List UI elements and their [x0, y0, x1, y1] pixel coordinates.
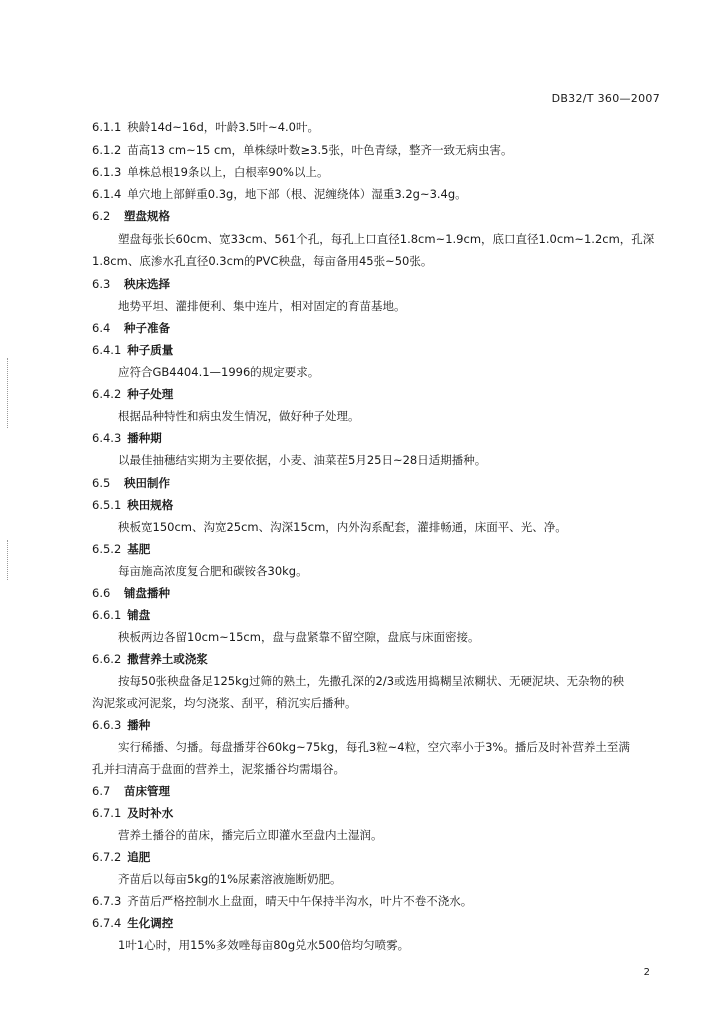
- clause-6-7-1: 6.7.1 及时补水: [92, 806, 174, 820]
- clause-6-1-4: 6.1.4 单穴地上部鲜重0.3g，地下部（根、泥缠绕体）湿重3.2g~3.4g。: [92, 187, 467, 201]
- section-6-7: 6.7 苗床管理: [92, 784, 170, 798]
- paragraph-text: 1叶1心时，用15%多效唑每亩80g兑水500倍均匀喷雾。: [118, 938, 410, 952]
- clause-6-7-4: 6.7.4 生化调控: [92, 916, 174, 930]
- section-6-4: 6.4 种子准备: [92, 321, 170, 335]
- section-6-3: 6.3 秧床选择: [92, 277, 170, 291]
- clause-6-4-1: 6.4.1 种子质量: [92, 343, 174, 357]
- clause-6-4-3: 6.4.3 播种期: [92, 431, 162, 445]
- standard-code: DB32/T 360—2007: [551, 92, 660, 105]
- clause-6-7-2: 6.7.2 追肥: [92, 850, 151, 864]
- paragraph-text: 每亩施高浓度复合肥和碳铵各30kg。: [118, 564, 308, 578]
- paragraph-text: 实行稀播、匀播。每盘播芽谷60kg~75kg，每孔3粒~4粒，空穴率小于3%。播后及时补营养土至满: [118, 740, 630, 754]
- clause-6-5-2: 6.5.2 基肥: [92, 542, 151, 556]
- clause-6-1-1: 6.1.1 秧龄14d~16d，叶龄3.5叶~4.0叶。: [92, 120, 319, 134]
- paragraph-text: 营养土播谷的苗床，播完后立即灌水至盘内土湿润。: [118, 828, 383, 842]
- paragraph-text: 秧板宽150cm、沟宽25cm、沟深15cm，内外沟系配套，灌排畅通，床面平、光、净。: [118, 520, 567, 534]
- clause-6-6-3: 6.6.3 播种: [92, 718, 151, 732]
- clause-6-6-2: 6.6.2 撒营养土或浇浆: [92, 652, 208, 666]
- section-6-6: 6.6 铺盘播种: [92, 586, 170, 600]
- clause-6-1-2: 6.1.2 苗高13 cm~15 cm，单株绿叶数≥3.5张，叶色青绿，整齐一致无病虫害。: [92, 143, 513, 157]
- clause-6-5-1: 6.5.1 秧田规格: [92, 498, 174, 512]
- section-6-2: 6.2 塑盘规格: [92, 209, 170, 223]
- clause-6-4-2: 6.4.2 种子处理: [92, 387, 174, 401]
- paragraph-text: 根据品种特性和病虫发生情况，做好种子处理。: [118, 409, 360, 423]
- paragraph-text: 孔并扫清高于盘面的营养土，泥浆播谷均需塌谷。: [92, 762, 345, 776]
- clause-6-1-3: 6.1.3 单株总根19条以上，白根率90%以上。: [92, 165, 329, 179]
- paragraph-text: 齐苗后以每亩5kg的1%尿素溶液施断奶肥。: [118, 872, 342, 886]
- paragraph-text: 地势平坦、灌排便利、集中连片，相对固定的育苗基地。: [118, 299, 406, 313]
- page-number: 2: [643, 967, 650, 978]
- paragraph-text: 沟泥浆或河泥浆，均匀浇浆、刮平，稍沉实后播种。: [92, 696, 357, 710]
- binding-margin-dots: [7, 358, 10, 428]
- paragraph-text: 塑盘每张长60cm、宽33cm、561个孔，每孔上口直径1.8cm~1.9cm，底口直径1.0cm~1.2cm，孔深: [118, 232, 655, 246]
- clause-6-7-3: 6.7.3 齐苗后严格控制水上盘面，晴天中午保持半沟水，叶片不卷不浇水。: [92, 894, 473, 908]
- section-6-5: 6.5 秧田制作: [92, 476, 170, 490]
- clause-6-6-1: 6.6.1 铺盘: [92, 608, 151, 622]
- paragraph-text: 应符合GB4404.1—1996的规定要求。: [118, 365, 320, 379]
- paragraph-text: 以最佳抽穗结实期为主要依据，小麦、油菜茬5月25日~28日适期播种。: [118, 453, 487, 467]
- paragraph-text: 秧板两边各留10cm~15cm，盘与盘紧靠不留空隙，盘底与床面密接。: [118, 630, 480, 644]
- paragraph-text: 按每50张秧盘备足125kg过筛的熟土，先撒孔深的2/3或选用捣糊呈浓糊状、无硬泥块、无杂物的秧: [118, 674, 625, 688]
- binding-margin-dots: [7, 540, 10, 580]
- paragraph-text: 1.8cm、底渗水孔直径0.3cm的PVC秧盘，每亩备用45张~50张。: [92, 254, 433, 268]
